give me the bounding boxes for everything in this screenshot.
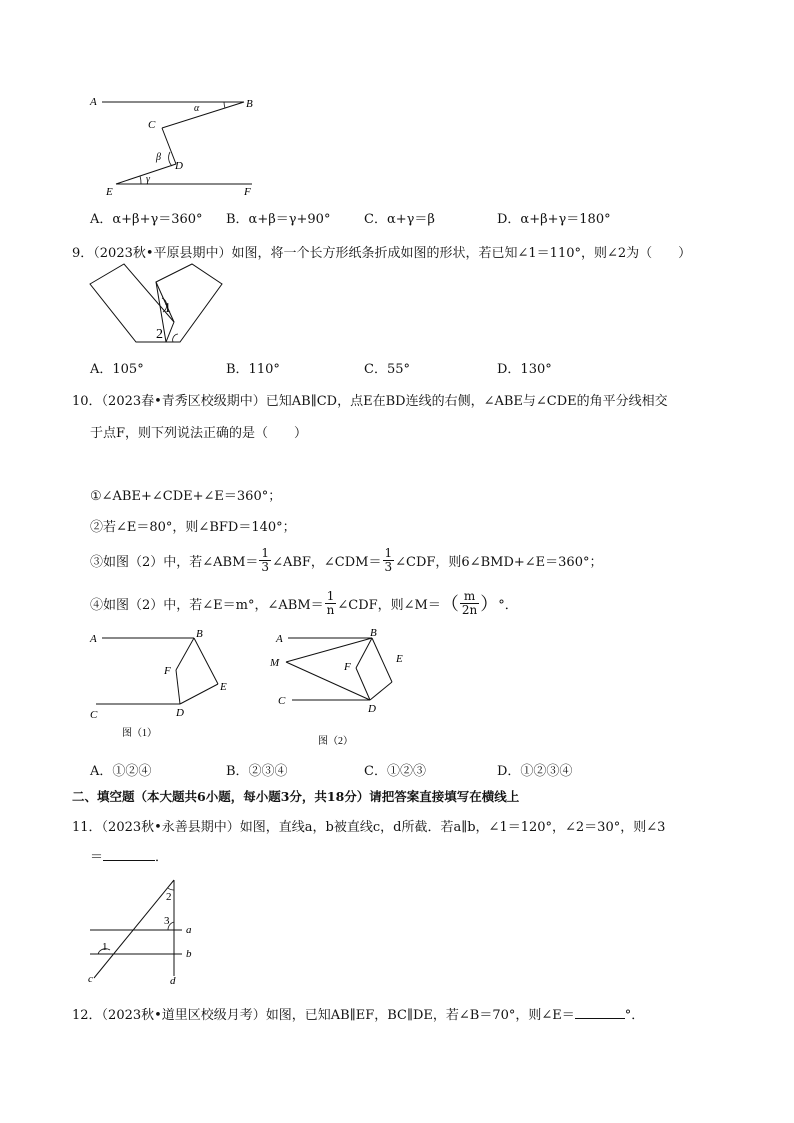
q10-s4-part-c: °． (498, 597, 518, 613)
q9-option-d: D．130° (497, 362, 552, 377)
q11-label-d: d (170, 975, 176, 986)
section-2-heading: 二、填空题（本大题共6小题，每小题3分，共18分）请把答案直接填写在横线上 (72, 789, 520, 804)
q10-stem-line2: 于点F，则下列说法正确的是（ ） (90, 426, 308, 441)
q8-option-c: C．α+γ＝β (364, 212, 435, 227)
q11-stem: 11．（2023秋•永善县期中）如图，直线a，b被直线c，d所截．若a∥b，∠1＝120°，∠2＝30°，则∠3 (72, 820, 666, 835)
q8-option-b: B．α+β＝γ+90° (226, 212, 331, 227)
q12-stem-end: °． (624, 1008, 645, 1023)
q10-fig2-label-F: F (344, 661, 351, 673)
q10-option-a: A．①②④ (90, 764, 152, 779)
q11-stem-line2 (90, 846, 168, 865)
q11-label-c: c (88, 973, 93, 985)
q10-option-b: B．②③④ (226, 764, 288, 779)
q10-fig2-label-A: A (276, 633, 283, 645)
q10-s3-part-c: ∠CDF，则6∠BMD+∠E＝360°； (395, 554, 603, 570)
q9-option-c: C．55° (364, 362, 410, 377)
q10-fig2-label-B: B (370, 627, 377, 639)
q10-s4-part-b: ∠CDF，则∠M＝ (337, 597, 441, 613)
frac-denominator: 3 (261, 559, 270, 574)
q10-fig2-label-D: D (368, 703, 376, 715)
frac-numerator: 1 (384, 545, 393, 560)
q12-answer-blank[interactable] (575, 1006, 625, 1019)
q8-option-a: A．α+β+γ＝360° (90, 212, 203, 227)
q9-label-1: 1 (164, 301, 171, 316)
q10-fig2-caption: 图（2） (318, 736, 353, 747)
frac-denominator: 2n (461, 602, 478, 617)
q10-fig1-label-F: F (164, 665, 171, 677)
q10-s4-part-a: ④如图（2）中，若∠E＝m°，∠ABM＝ (90, 597, 324, 613)
q10-s3-part-b: ∠ABF，∠CDM＝ (272, 554, 382, 570)
q11-answer-blank[interactable] (103, 848, 155, 861)
fraction-m-over-2n (460, 590, 479, 617)
q8-label-C: C (148, 119, 156, 131)
q8-label-gamma: γ (146, 174, 150, 185)
frac-denominator: n (326, 602, 335, 617)
q10-statement-3 (90, 544, 602, 576)
q11-figure (84, 874, 204, 986)
q10-fig1-label-A: A (90, 633, 97, 645)
q11-label-a: a (186, 924, 192, 936)
fraction-one-over-n (325, 590, 337, 617)
q10-option-c: C．①②③ (364, 764, 426, 779)
q8-label-E: E (106, 186, 113, 198)
fraction-one-third-a (259, 547, 271, 574)
frac-denominator: 3 (384, 559, 393, 574)
frac-numerator: 1 (261, 545, 270, 560)
q10-statement-1: ①∠ABE+∠CDE+∠E＝360°； (90, 489, 282, 504)
q10-fig2-label-M: M (270, 657, 280, 669)
q10-stem-line1: 10．（2023春•青秀区校级期中）已知AB∥CD，点E在BD连线的右侧，∠ABE与∠CDE的角平分线相交 (72, 394, 668, 409)
q10-fig1-label-D: D (176, 707, 184, 719)
q10-fig2-label-E: E (396, 653, 403, 665)
q10-figure-1 (86, 626, 236, 740)
q10-fig1-label-E: E (220, 681, 227, 693)
q11-period: ． (155, 850, 169, 865)
q11-label-2: 2 (166, 891, 172, 903)
q11-label-b: b (186, 948, 192, 960)
q8-option-d: D．α+β+γ＝180° (497, 212, 611, 227)
q9-option-b: B．110° (226, 362, 280, 377)
q10-s3-part-a: ③如图（2）中，若∠ABM＝ (90, 554, 259, 570)
q9-stem: 9．（2023秋•平原县期中）如图，将一个长方形纸条折成如图的形状，若已知∠1＝110°，则∠2为（ ） (72, 246, 692, 261)
q8-figure (86, 92, 266, 202)
frac-numerator: 1 (325, 590, 337, 604)
q8-label-beta: β (156, 152, 161, 163)
q10-fig1-label-B: B (196, 628, 203, 640)
q8-label-F: F (244, 186, 251, 198)
q8-label-alpha: α (194, 103, 200, 114)
q12-stem-text: 12．（2023秋•道里区校级月考）如图，已知AB∥EF，BC∥DE，若∠B＝70°，则∠E＝ (72, 1008, 575, 1023)
q10-fig1-caption: 图（1） (122, 728, 157, 739)
q10-statement-2: ②若∠E＝80°，则∠BFD＝140°； (90, 520, 296, 535)
q11-label-3: 3 (164, 915, 170, 927)
q9-figure (86, 262, 226, 346)
q11-label-1: 1 (102, 941, 108, 953)
q8-label-B: B (246, 98, 253, 110)
frac-numerator: m (460, 590, 479, 604)
q9-option-a: A．105° (90, 362, 144, 377)
q10-fig1-label-C: C (90, 709, 98, 721)
q10-statement-4: ④如图（2）中，若∠E＝m°，∠ABM＝ $\frac{1}{n}$ ∠CDF，则∠M＝ （ $\frac{m}{2n}$ ） °． (90, 588, 518, 617)
q10-figure-2 (264, 624, 424, 750)
q11-equals: ＝ (90, 850, 104, 865)
fraction-one-third-b (383, 547, 395, 574)
q9-label-2: 2 (156, 327, 163, 342)
q10-fig2-label-C: C (278, 695, 286, 707)
q10-option-d: D．①②③④ (497, 764, 573, 779)
q8-label-D: D (175, 160, 183, 172)
q12-stem (72, 1004, 644, 1023)
q8-label-A: A (90, 96, 97, 108)
